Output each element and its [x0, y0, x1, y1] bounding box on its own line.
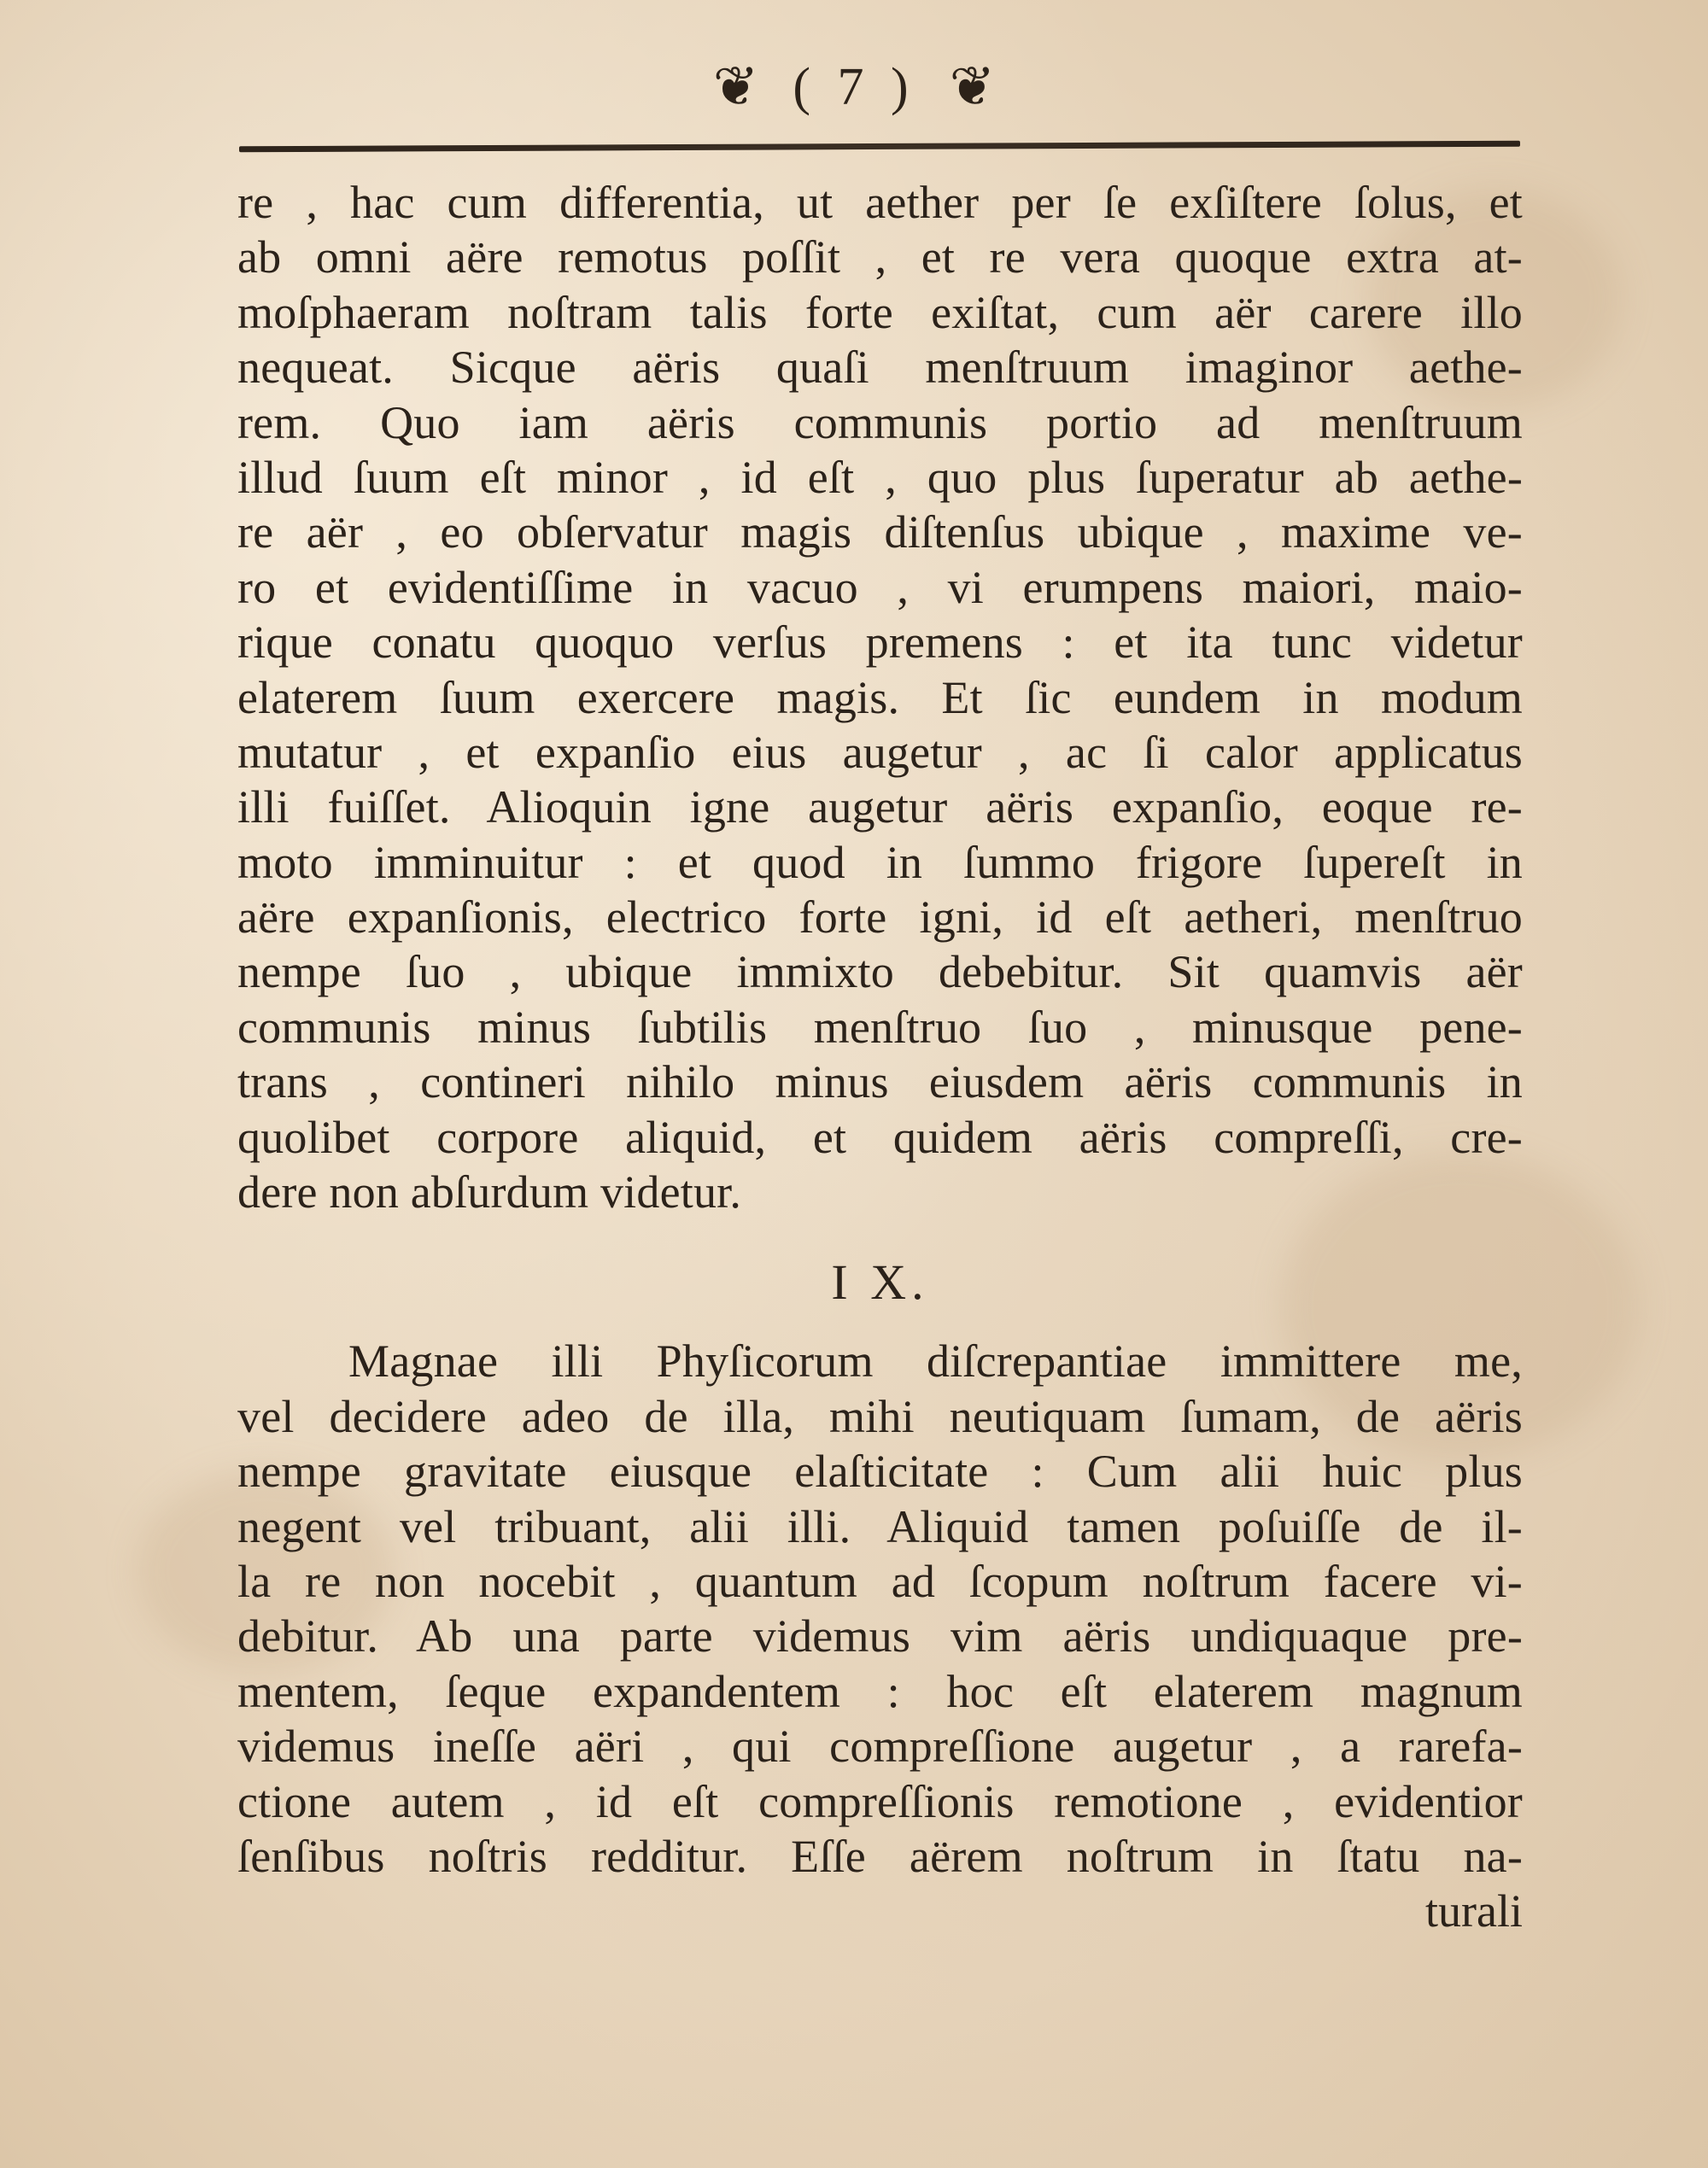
page-header	[0, 53, 1708, 121]
text-line: aëre expanſionis, electrico forte igni, id eſt aetheri, menſtruo	[237, 891, 1523, 944]
text-line: ctione autem , id eſt compreſſionis remotione , evidentior	[237, 1775, 1523, 1827]
text-line: nempe gravitate eiusque elaſticitate : Cum alii huic plus	[237, 1446, 1523, 1498]
header-rule	[239, 141, 1520, 153]
text-line: negent vel tribuant, alii illi. Aliquid tamen poſuiſſe de il-	[237, 1500, 1523, 1552]
text-line: videmus ineſſe aëri , qui compreſſione augetur , a rarefa-	[237, 1721, 1523, 1773]
text-line: illi fuiſſet. Alioquin igne augetur aëris expanſio, eoque re-	[237, 781, 1523, 833]
text-line: elaterem ſuum exercere magis. Et ſic eundem in modum	[237, 671, 1523, 723]
text-line: moſphaeram noſtram talis forte exiſtat, cum aër carere illo	[237, 286, 1523, 338]
text-line: communis minus ſubtilis menſtruo ſuo , minusque pene-	[237, 1001, 1523, 1053]
text-line: nempe ſuo , ubique immixto debebitur. Sit quamvis aër	[237, 946, 1523, 998]
page-number: ( 7 )	[793, 57, 915, 116]
text-line: moto imminuitur : et quod in ſummo frigore ſupereſt in	[237, 836, 1523, 888]
text-line: ro et evidentiſſime in vacuo , vi erumpens maiori, maio-	[237, 561, 1523, 613]
text-line: ab omni aëre remotus poſſit , et re vera quoque extra at-	[237, 231, 1523, 283]
text-line: mentem, ſeque expandentem : hoc eſt elaterem magnum	[237, 1665, 1523, 1717]
fleuron-left-icon: ❦	[712, 56, 759, 117]
text-line: mutatur , et expanſio eius augetur , ac ſi calor applicatus	[237, 726, 1523, 778]
text-line: nequeat. Sicque aëris quaſi menſtruum imaginor aethe-	[237, 342, 1523, 394]
text-line: re aër , eo obſervatur magis diſtenſus ubique , maxime ve-	[237, 506, 1523, 558]
paragraph-2	[237, 1334, 1523, 1884]
text-line: re , hac cum differentia, ut aether per ſe exſiſtere ſolus, et	[237, 177, 1523, 228]
text-line: quolibet corpore aliquid, et quidem aëris compreſſi, cre-	[237, 1111, 1523, 1163]
body-text	[237, 175, 1523, 1938]
catchword: turali	[1425, 1885, 1523, 1937]
text-line: illud ſuum eſt minor , id eſt , quo plus ſuperatur ab aethe-	[237, 451, 1523, 503]
text-line: ſenſibus noſtris redditur. Eſſe aërem noſtrum in ſtatu na-	[237, 1830, 1523, 1882]
text-line: debitur. Ab una parte videmus vim aëris undiquaque pre-	[237, 1610, 1523, 1663]
text-line: Magnae illi Phyſicorum diſcrepantiae immittere me,	[348, 1335, 1523, 1388]
text-line: rem. Quo iam aëris communis portio ad menſtruum	[237, 396, 1523, 448]
text-line: rique conatu quoquo verſus premens : et ita tunc videtur	[237, 617, 1523, 669]
text-line: vel decidere adeo de illa, mihi neutiquam ſumam, de aëris	[237, 1390, 1523, 1442]
section-heading: I X.	[831, 1254, 929, 1311]
fleuron-right-icon: ❦	[949, 56, 996, 117]
text-line: trans , contineri nihilo minus eiusdem aëris communis in	[237, 1056, 1523, 1108]
paragraph-1	[237, 175, 1523, 1219]
text-line: dere non abſurdum videtur.	[237, 1166, 742, 1218]
text-line: la re non nocebit , quantum ad ſcopum noſtrum facere vi-	[237, 1555, 1523, 1607]
